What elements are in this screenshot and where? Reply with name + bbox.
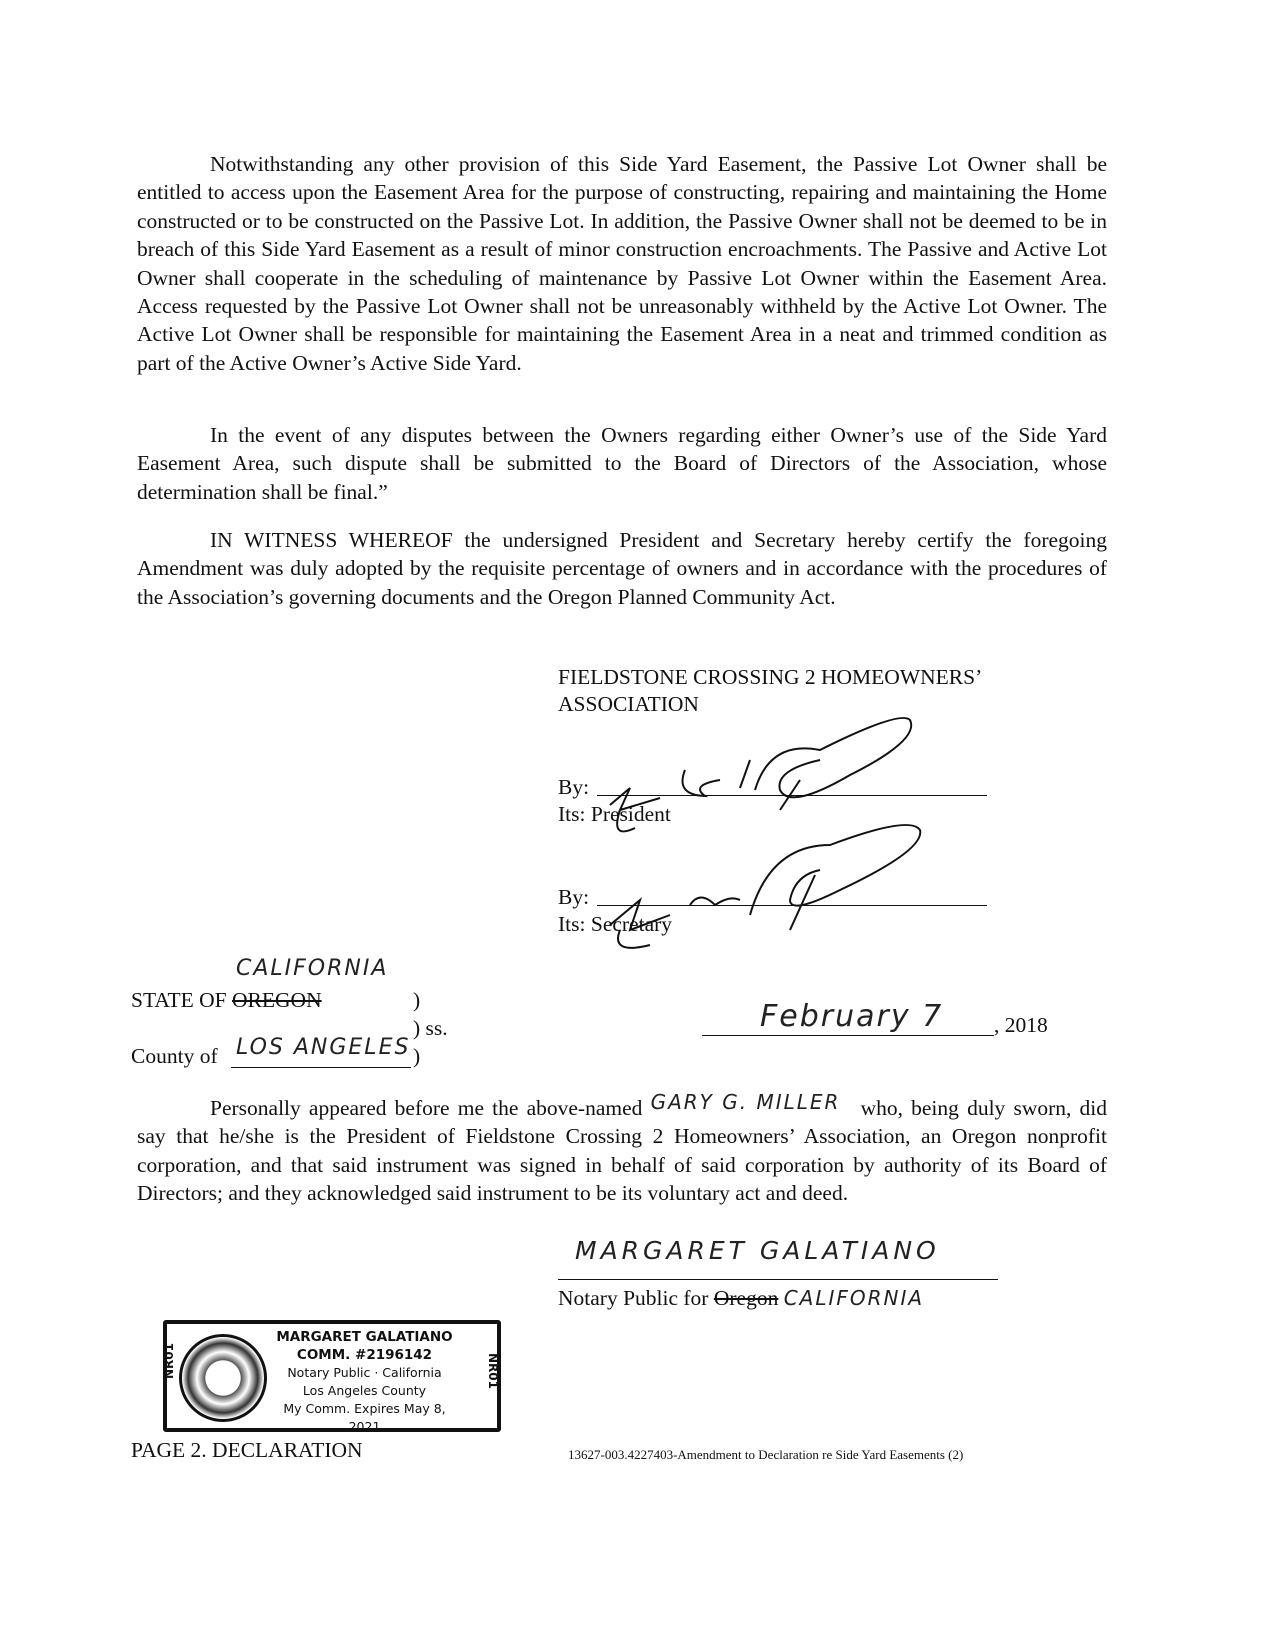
association-name-line2: ASSOCIATION xyxy=(558,692,699,716)
notary-seal-icon xyxy=(179,1334,267,1422)
paragraph-in-witness: IN WITNESS WHEREOF the undersigned President and Secretary hereby certify the foregoing Amendment was duly adopted by the requisite percentage of owners and in accordance with the procedures of the Association’s governing documents and the Oregon Planned Community Act. xyxy=(137,528,1107,609)
its-label-president: Its: President xyxy=(558,802,671,826)
footer-page-label: PAGE 2. DECLARATION xyxy=(131,1438,363,1462)
stamp-title: Notary Public · California xyxy=(287,1365,442,1380)
county-label: County of xyxy=(131,1044,218,1068)
stamp-county: Los Angeles County xyxy=(302,1383,427,1398)
venue-ss: ) ss. xyxy=(413,1016,448,1040)
by-label-secretary: By: xyxy=(558,885,590,909)
footer-document-id: 13627-003.4227403-Amendment to Declaration re Side Yard Easements (2) xyxy=(568,1447,964,1462)
paragraph-access-provision: Notwithstanding any other provision of this Side Yard Easement, the Passive Lot Owner shall be entitled to access upon the Easement Area for the purpose of constructing, repairing and maintaining the Home constructed or to be constructed on the Passive Lot. In addition, the Passive Owner shall not be deemed to be in breach of this Side Yard Easement as a result of minor construction encroachments. The Passive and Active Lot Owner shall cooperate in the scheduling of maintenance by Passive Lot Owner within the Easement Area. Access requested by the Passive Lot Owner shall not be unreasonably withheld by the Active Lot Owner. The Active Lot Owner shall be responsible for maintaining the Easement Area in a neat and trimmed condition as part of the Active Owner’s Active Side Yard. xyxy=(137,152,1107,375)
stamp-name: MARGARET GALATIANO xyxy=(276,1329,453,1345)
date-line xyxy=(702,1035,994,1036)
date-year: , 2018 xyxy=(994,1013,1048,1037)
date-handwritten: February 7 xyxy=(760,999,944,1034)
stamp-text xyxy=(267,1328,462,1436)
notary-signature-line xyxy=(558,1279,998,1280)
state-handwritten: CALIFORNIA xyxy=(236,956,389,981)
acknowledgment-paragraph: Personally appeared before me the above-named GARY G. MILLER who, being duly sworn, did say that he/she is the President of Fieldstone Crossing 2 Homeowners’ Association, an Oregon nonprofit corporation, and that said instrument was signed in behalf of said corporation by authority of its Board of Directors; and they acknowledged said instrument to be its voluntary act and deed. xyxy=(137,1090,1108,1206)
secretary-signature xyxy=(590,805,930,955)
stamp-expires: My Comm. Expires May 8, 2021 xyxy=(283,1401,446,1434)
stamp-side-code-right: NR01 xyxy=(486,1353,501,1389)
association-name-line1: FIELDSTONE CROSSING 2 HOMEOWNERS’ xyxy=(558,665,983,689)
county-line xyxy=(231,1067,411,1068)
notary-stamp xyxy=(163,1320,501,1432)
state-label: STATE OF OREGON xyxy=(131,988,322,1012)
stamp-comm: COMM. #2196142 xyxy=(296,1347,433,1363)
notary-handwritten-name: MARGARET GALATIANO xyxy=(575,1236,940,1265)
by-label-president: By: xyxy=(558,775,590,799)
stamp-side-code-left: NR01 xyxy=(161,1343,176,1379)
county-handwritten: LOS ANGELES xyxy=(236,1035,411,1060)
paragraph-disputes: In the event of any disputes between the Owners regarding either Owner’s use of the Side Yard Easement Area, such dispute shall be submitted to the Board of Directors of the Association, whose determination shall be final.” xyxy=(137,423,1107,504)
notary-public-label: Notary Public for Oregon CALIFORNIA xyxy=(558,1286,925,1310)
venue-paren-2: ) xyxy=(413,1044,421,1068)
venue-paren-1: ) xyxy=(413,988,421,1012)
its-label-secretary: Its: Secretary xyxy=(558,912,673,936)
